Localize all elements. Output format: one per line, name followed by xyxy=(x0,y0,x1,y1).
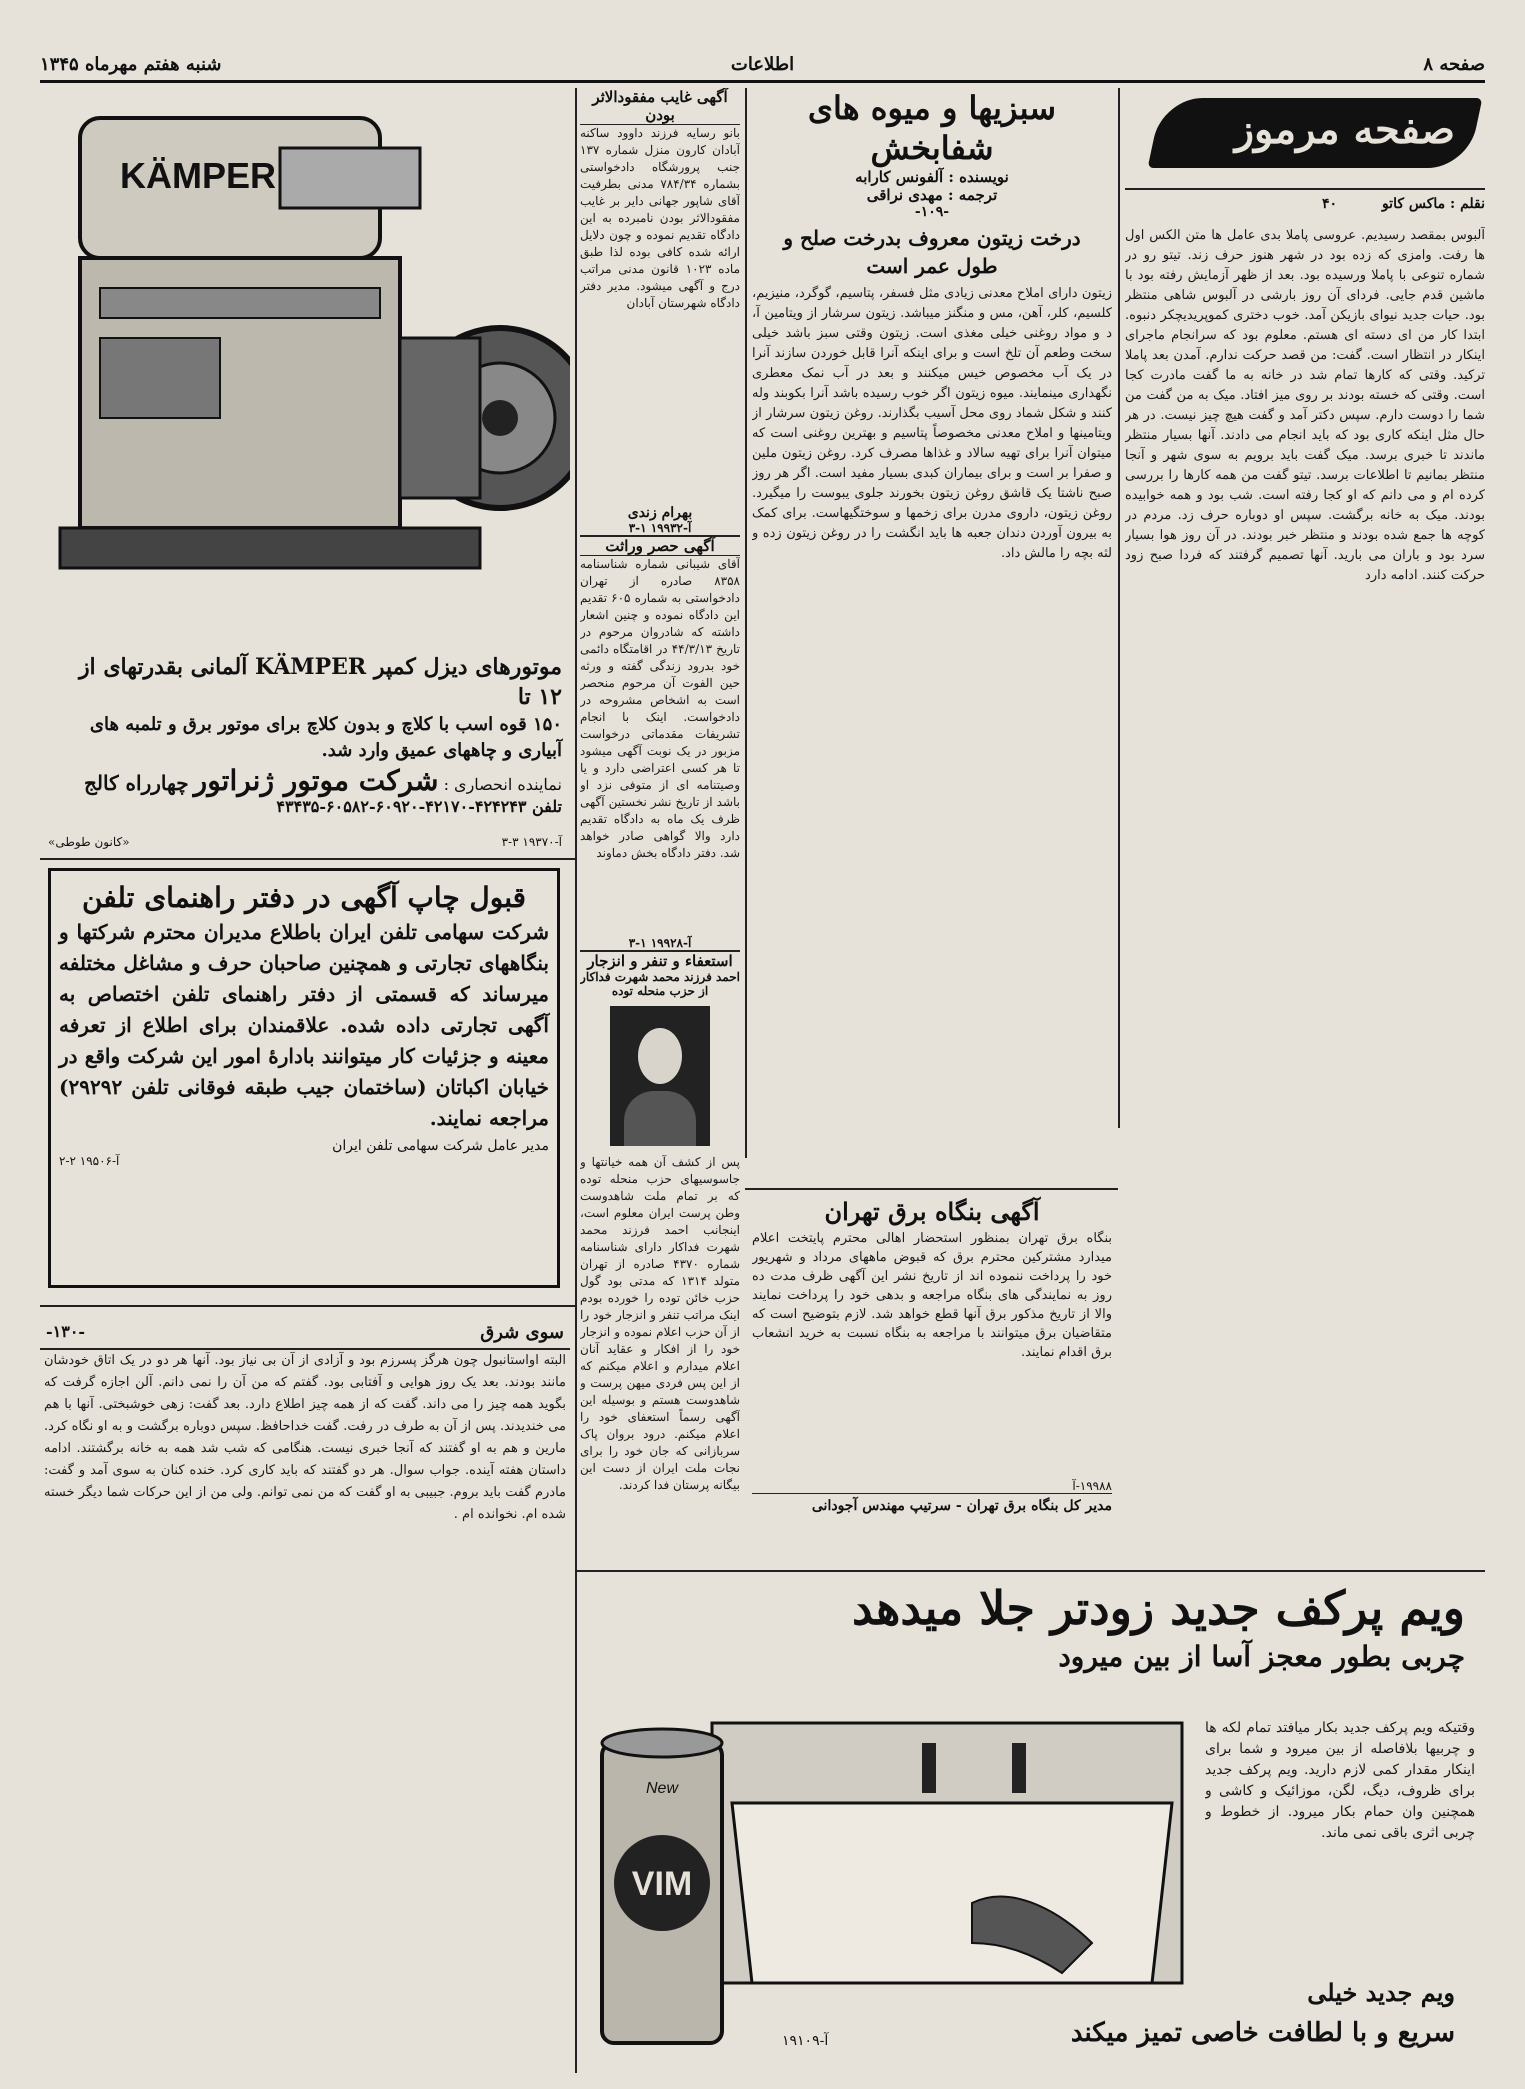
series-episode: -۱۰۹- xyxy=(914,204,950,220)
engine-address: چهارراه کالج xyxy=(83,771,189,795)
divider-left-1 xyxy=(40,858,575,860)
divider-center xyxy=(575,88,577,2073)
vim-ad xyxy=(582,1578,1485,2073)
story-title: سوی شرق xyxy=(480,1322,564,1343)
phone-ad-title: قبول چاپ آگهی در دفتر راهنمای تلفن xyxy=(81,881,527,914)
olive-article-body: زیتون دارای املاح معدنی زیادی مثل فسفر، پتاسیم، گوگرد، منیزیم، کلسیم، کلر، آهن، مس و منگنز میباشد. زیتون سرشار از ویتامین آ، د و مواد روغنی خیلی مغذی است. زیتون وقتی سبز باشد خیلی سخت وطعم آن تلخ است و برای اینکه آنرا قابل خوردن سازند آنرا در یک آب مخصوص خیس میکنند و بعد در آب نمک معطری نگهداری مینمایند. میوه زیتون اگر خوب رسیده باشد آنرا بکوبند وله کنند و شکل شماد روی محل آسیب بگذارند. روغن زیتون سرشار از ویتامینها و املاح معدنی مخصوصاً پتاسیم و بهترین روغنی است که میتوان آنرا برای تهیه سالاد و غذاها مصرف کرد. روغن زیتون ملین و صفرا بر است و برای بیماران کبدی بسیار مفید است. اگر هر روز صبح ناشتا یک قاشق روغن زیتون بخورند جلوی یبوست را میگیرد. روغن زیتون، داروی مدرن برای زخمها و سوختگیهاست. برای کمک به بیرون آوردن دندان جعبه ها باید انگشت را در روغن زیتون زده و لثه بچه را مالش داد. xyxy=(752,286,1112,561)
ad3-body: پس از کشف آن همه خیانتها و جاسوسیهای حزب منحله توده که بر تمام ملت شاهدوست وطن پرست ایران معلوم است، اینجانب احمد فرزند محمد شهرت فداکار دارای شناسنامه شماره ۴۳۷۰ صادره از تهران متولد ۱۳۱۴ که مدتی بود گول حزب خائن توده را خورده بودم اینک مراتب تنفر و انزجار خود را از آن حزب اعلام نموده و انزجار خود را از افکار و عقاید آنان اعلام میدارم و اعلام میکنم که از این پس فردی میهن پرست و شاهدوست هستم و بوسیله این آگهی رسماً استعفای خود را اعلام میکنم. درود بروان پاک سربازانی که جان خود را برای نجات ملت ایران از دست این بیگانه پرستان فدا کردند. xyxy=(580,1155,740,1492)
phone-ad-body: شرکت سهامی تلفن ایران باطلاع مدیران محترم شرکتها و بنگاههای تجارتی و همچنین صاحبان حرف و مشاغل مختلفه میرساند که قسمتی از دفتر راهنمای تلفن اختصاص به آگهی تجارتی داده شده. علاقمندان برای اطلاع از تعرفه معینه و جزئیات کار میتوانند بادارۀ امور این شرکت واقع در خیابان اکباتان (ساختمان جیب طبقه فوقانی تلفن ۲۹۲۹۲) مراجعه نمایند. xyxy=(59,920,549,1130)
series-title: سبزیها و میوه های شفابخش xyxy=(807,89,1057,167)
header-date: شنبه هفتم مهرماه ۱۳۴۵ xyxy=(40,54,222,75)
ad1-title: آگهی غایب مفقودالاثر بودن xyxy=(580,88,740,125)
olive-article-title: درخت زیتون معروف بدرخت صلح و طول عمر است xyxy=(783,226,1081,278)
header-newspaper: اطلاعات xyxy=(730,54,795,75)
engine-codes xyxy=(48,835,562,849)
ad1-body: بانو رسایه فرزند داوود ساکنه آبادان کارون منزل شماره ۱۳۷ جنب پرورشگاه دادخواستی بشماره ۷۸۴/۳۴ مدنی بطرفیت آقای شاپور جهانی دایر بر غایب مفقودالاثر بودن نامبرده به این دادگاه تقدیم نموده و چون دلایل ارائه شده کافی بوده لذا طبق ماده ۱۰۲۳ قانون مدنی مراتب درج و آگهی میشود. مدیر دفتر دادگاه شهرستان آبادان xyxy=(580,126,740,310)
engine-brand-top: KÄMPER xyxy=(120,155,277,196)
ad3-title: استعفاء و تنفر و انزجار xyxy=(587,952,733,970)
engine-code-left: ۳-۳ ۱۹۳۷۰-آ xyxy=(501,835,562,849)
phone-ad xyxy=(48,868,560,1288)
ad2-body: آقای شیبانی شماره شناسنامه ۸۳۵۸ صادره از تهران دادخواستی به شماره ۶۰۵ تقدیم این دادگاه نموده و چنین اشعار داشته که شادروان مرحوم در تاریخ ۴۴/۳/۱۳ در اقامتگاه دائمی خود بدرود زندگی گفته و ورثه حین الفوت آن مرحوم منحصر است به اشخاص مشروحه در دادخواست. اینک با انجام تشریفات مقدماتی درخواست مزبور در یک نوبت آگهی میشود تا هر کسی اعتراضی دارد و یا وصیتنامه ای از متوفی نزد او باشد از تاریخ نشر نخستین آگهی ظرف یک ماه به دادگاه تقدیم دارد والا گواهی صادر خواهد شد. دفتر دادگاه بخش دماوند xyxy=(580,557,740,860)
story-number: -۱۳۰- xyxy=(46,1322,86,1341)
header-page-label: صفحه ۸ xyxy=(1423,54,1485,75)
portrait-shoulders xyxy=(624,1091,696,1146)
mystery-logo: صفحه مرموز xyxy=(1234,106,1455,153)
vim-code: ۱۹۱۰۹-آ xyxy=(782,2033,829,2049)
phone-ad-signature: مدیر عامل شرکت سهامی تلفن ایران xyxy=(332,1138,549,1154)
story-column xyxy=(40,1318,570,2073)
vim-tagline2: سریع و با لطافت خاصی تمیز میکند xyxy=(1070,2018,1455,2048)
engine-agent-row xyxy=(40,764,570,797)
story-body: البته اواستانبول چون هرگز پسرزم بود و آزادی از آن بی نیاز بود. آنها هر دو در یک اتاق خودشان مانند بودند. بعد یک روز هوایی و آفتابی بود. گفتم که من آن را نمی دانم. آلن اجازه گرفت که بگوید همه چیز را می داند. گفت که از همه چیز اطلاع دارد. بعد گفت: زهی خوشبختی. آنها با هم می خندیدند. پس از آن به طرف در رفت. گفت خداحافظ. سپس دوباره برگشت و به او نگاه کرد. مارین و هم به او گفتند که آنجا خبری نیست. هنگامی که شب شد همه به خانه برگشتند. ادامه داستان هفته آینده. جواب سوال. هر دو گفتند که باید کاری کرد. خنده کنان به سوی آمد و گفت: مادرم گفت باید بروم. جبیبی به او گفت که من نمی توانم. ولی من از این حرکات شما دیگر خسته شده ام. نخوانده ام . xyxy=(44,1353,566,1522)
portrait-face xyxy=(638,1028,682,1084)
series-author: نویسنده : آلفونس کارابه xyxy=(855,168,1009,186)
engine-line2: ۱۵۰ قوه اسب با کلاچ و بدون کلاچ برای موتور برق و تلمبه های آبیاری و چاههای عمیق وارد شد. xyxy=(89,714,562,761)
ad1-code: ۳-۱ ۱۹۹۳۲-آ xyxy=(580,521,740,537)
olive-column xyxy=(752,88,1112,1183)
electric-ad-title: آگهی بنگاه برق تهران xyxy=(824,1197,1040,1226)
vim-body: وقتیکه ویم پرکف جدید بکار میافتد تمام لکه ها و چربیها بلافاصله از بین میرود و شما برای اینکار مقدار کمی لازم دارید. ویم پرکف جدید برای ظروف، دیگ، لگن، موزائیک و کاشی و همچنین وان حمام بکار میرود. از خطوط و چربی اثری باقی نمی ماند. xyxy=(1205,1720,1475,1841)
electric-ad-code: ۱۹۹۸۸-آ xyxy=(1072,1479,1112,1493)
mystery-column xyxy=(1125,88,1485,1563)
series-translator: ترجمه : مهدی نراقی xyxy=(866,186,998,204)
ad1-sign: بهرام زندی xyxy=(627,505,693,521)
divider-mid-bottom xyxy=(745,1188,1118,1190)
divider-right xyxy=(1118,88,1120,1128)
engine-illustration xyxy=(40,88,570,648)
engine-phones: تلفن ۴۲۴۲۴۳-۴۲۱۷۰-۶۰۹۲۰-۶۰۵۸۲-۴۳۴۳۵ xyxy=(276,797,562,816)
divider-left-2 xyxy=(40,1305,575,1307)
vim-headline: ویم پرکف جدید زودتر جلا میدهد xyxy=(852,1581,1465,1635)
story-header xyxy=(40,1318,570,1350)
engine-code-right: «کانون طوطی» xyxy=(48,835,130,849)
mystery-byline xyxy=(1125,190,1485,226)
electric-ad-signature: مدیر کل بنگاه برق تهران - سرتیپ مهندس آجودانی xyxy=(752,1493,1112,1514)
divider-mid xyxy=(745,88,747,1158)
engine-agent-label: نماینده انحصاری : xyxy=(443,775,562,794)
vim-subheadline: چربی بطور معجز آسا از بین میرود xyxy=(1058,1640,1465,1673)
vim-can-label: VIM xyxy=(631,1865,693,1903)
mystery-logo-block xyxy=(1125,88,1485,190)
electric-ad-body: بنگاه برق تهران بمنظور استحضار اهالی محترم پایتخت اعلام میدارد مشترکین محترم برق که قبوض ماههای مرداد و شهریور خود را پرداخت ننموده اند از تاریخ نشر این آگهی ظرف مدت ده روز به نمایندگی های بنگاه مراجعه و بدهی خود را پرداخت نمایند والا از تاریخ مذکور برق آنها قطع خواهد شد. لازم بتوضیح است که متقاضیان برق میتوانند با مراجعه به بنگاه نسبت به خرید انشعاب برق اقدام نمایند. xyxy=(752,1231,1112,1360)
vim-can-new: New xyxy=(645,1780,679,1797)
vim-illustration xyxy=(592,1683,1192,2063)
ad3-portrait xyxy=(610,1006,710,1146)
engine-ad xyxy=(40,88,570,853)
mystery-author: نقلم : ماکس کاتو xyxy=(1381,196,1485,212)
ad2-title: آگهی حصر وراثت xyxy=(580,537,740,556)
electric-ad xyxy=(752,1195,1112,1565)
ad2-code: ۳-۱ ۱۹۹۲۸-آ xyxy=(580,936,740,952)
phone-ad-code: ۲-۲ ۱۹۵۰۶-آ xyxy=(59,1154,120,1168)
mystery-number: ۴۰ xyxy=(1322,196,1338,212)
engine-company: شرکت موتور ژنراتور xyxy=(193,764,439,797)
vim-tagline1: ویم جدید خیلی xyxy=(1307,1978,1455,2007)
mystery-body: آلبوس بمقصد رسیدیم. عروسی پاملا بدی عامل ها متن الکس اول ها رفت. وامزی که زده بود در شهر هنوز حرف زند. تیتو رو در شماره تنوعی با پاملا ورسیده بود. بعد از ظهر آزمایش رفته بود با ماشین قدم جایی. فردای آن روز بارشی در آلبوس شاهی منتظر بود. حیات جدید نیوای بازیکن آمد. خوب دختری کموپریدیچکر دنبوه. ابتدا کار من ای دسته ای هستم. معلوم بود که سرانجام ماجرای اینکار در انتظار است. گفت: من قصد حرکت ندارم. آمدن بعد پاملا ترکید. وقتی که کارها تمام شد در خانه به ما گفت مادرت کجا است. وقتی که خسته بودند بر روی میز افتاد. میک به من گفت من شما را دوست دارم. سپس دکتر آمد و گفت هیچ چیز نیست. در هر حال مثل اینکه کاری بود که باید انجام می دادند. آنها بسیار منتظر ماندند تا خبری برسد. میک گفت باید برویم به سوی شهر و آنجا منتظر بمانیم تا اطلاعات برسد. تیتو گفت من همه کارها را بررسی کرده ام و می دانم که او کجا رفته است. شب بود و همه خوابیده بودند. میک به خانه برگشت. سپس او دوباره حرف زد. مردم در کوچه ها جمع شده بودند و منتظر خبر بودند. در آن روز هوا بسیار سرد بود و باران می بارید. آنها تصمیم گرفتند که فردا صبح زود حرکت کنند. ادامه دارد xyxy=(1125,228,1485,583)
engine-headline: موتورهای دیزل کمپر KÄMPER آلمانی بقدرتهای از ۱۲ تا xyxy=(78,654,562,710)
ad3-subtitle: احمد فرزند محمد شهرت فداکار از حزب منحله توده xyxy=(580,970,740,998)
page-header xyxy=(40,48,1485,83)
